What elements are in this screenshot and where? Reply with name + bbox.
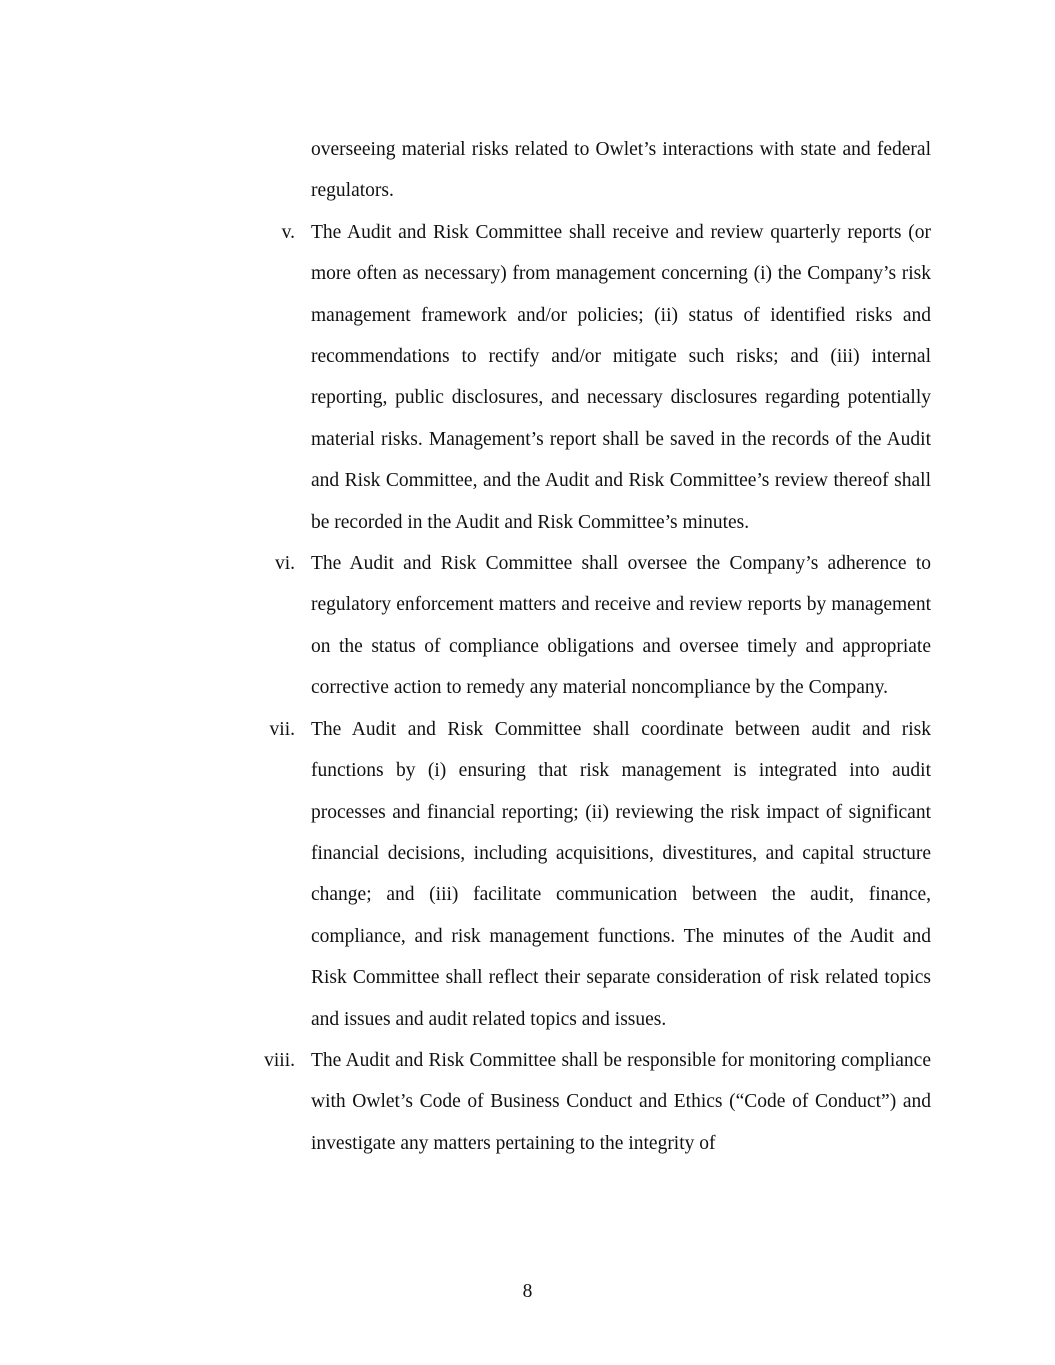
list-item-v xyxy=(281,212,931,543)
list-marker: vi. xyxy=(274,553,295,575)
list-item-text: The Audit and Risk Committee shall receive and review quarterly reports (or more often as necessary) from management concerning (i) the Company’s risk management framework and/or policies; (ii) status of identified risks and recommendations to rectify and/or mitigate such risks; and (iii) internal reporting, public disclosures, and necessary disclosures regarding potentially material risks. Management’s report shall be saved in the records of the Audit and Risk Committee, and the Audit and Risk Committee’s review thereof shall be recorded in the Audit and Risk Committee’s minutes. xyxy=(311,221,931,533)
list-item-text: The Audit and Risk Committee shall coordinate between audit and risk functions by (i) ensuring that risk management is integrated into audit processes and financial reporting; (ii) reviewing the risk impact of significant financial decisions, including acquisitions, divestitures, and capital structure change; and (iii) facilitate communication between the audit, finance, compliance, and risk management functions. The minutes of the Audit and Risk Committee shall reflect their separate consideration of risk related topics and issues and audit related topics and issues. xyxy=(311,718,931,1030)
list-item-text: The Audit and Risk Committee shall be responsible for monitoring compliance with Owlet’s Code of Business Conduct and Ethics (“Code of Conduct”) and investigate any matters pertaining to the integrity of xyxy=(311,1049,931,1154)
list-marker: vii. xyxy=(269,718,295,740)
list-item-vii xyxy=(269,709,931,1040)
document-body xyxy=(264,129,931,1164)
list-item-vi xyxy=(274,543,931,709)
continuation-paragraph: overseeing material risks related to Owlet’s interactions with state and federal regulators. xyxy=(311,139,931,202)
list-item-text: The Audit and Risk Committee shall oversee the Company’s adherence to regulatory enforcement matters and receive and review reports by management on the status of compliance obligations and oversee timely and appropriate corrective action to remedy any material noncompliance by the Company. xyxy=(311,553,931,699)
list-item-viii xyxy=(264,1040,931,1164)
page-number: 8 xyxy=(522,1281,533,1302)
list-marker: v. xyxy=(281,221,295,243)
list-marker: viii. xyxy=(264,1049,295,1071)
